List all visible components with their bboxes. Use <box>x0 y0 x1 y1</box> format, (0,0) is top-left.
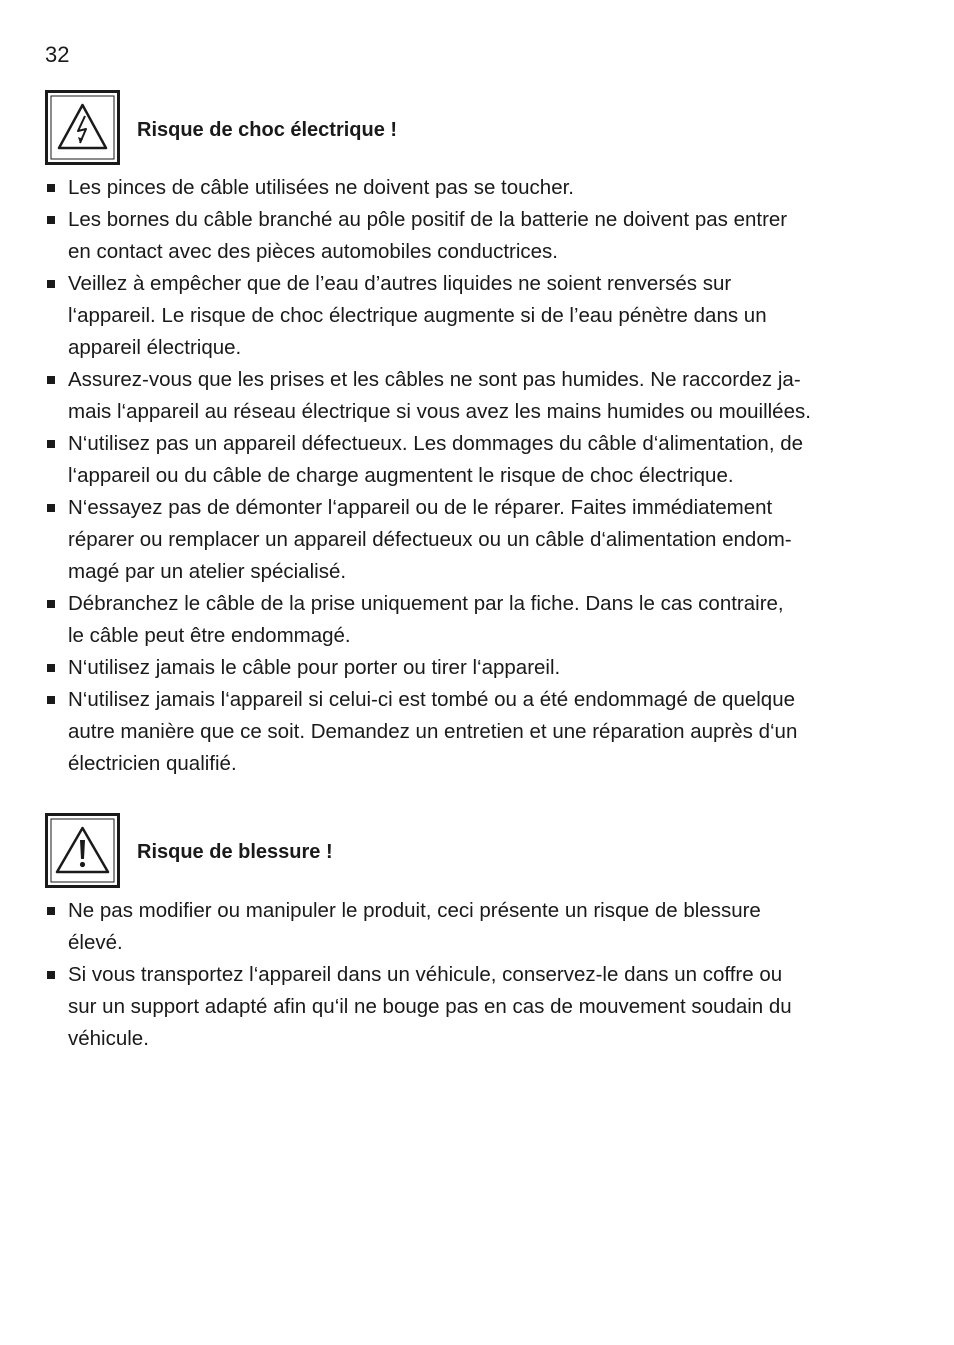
list-item-line: N‘utilisez pas un appareil défectueux. Les dommages du câble d‘alimentation, de <box>68 432 804 455</box>
list-item-line: Débranchez le câble de la prise uniquement par la fiche. Dans le cas contraire, <box>68 592 784 615</box>
list-item <box>0 895 900 959</box>
list-item <box>0 204 900 268</box>
list-item <box>0 268 900 364</box>
list-item <box>0 588 900 652</box>
list-item <box>0 492 900 588</box>
bullet-marker <box>47 664 55 672</box>
bullet-marker <box>47 184 55 192</box>
list-item-line: magé par un atelier spécialisé. <box>68 560 347 583</box>
list-item-line: N‘utilisez jamais le câble pour porter ou tirer l‘appareil. <box>68 656 561 679</box>
list-item-line: en contact avec des pièces automobiles conductrices. <box>68 240 558 263</box>
list-item-line: Assurez-vous que les prises et les câbles ne sont pas humides. Ne raccordez ja- <box>68 368 801 391</box>
page-number: 32 <box>45 42 70 67</box>
electric-shock-warning-icon <box>45 90 120 165</box>
list-item-line: N‘essayez pas de démonter l‘appareil ou de le réparer. Faites immédiatement <box>68 496 773 519</box>
list-item-line: sur un support adapté afin qu‘il ne bouge pas en cas de mouvement soudain du <box>68 995 792 1018</box>
list-item-line: électricien qualifié. <box>68 752 237 775</box>
list-item-line: appareil électrique. <box>68 336 242 359</box>
electric-shock-bullet-list <box>0 172 900 780</box>
list-item-line: autre manière que ce soit. Demandez un entretien et une réparation auprès d‘un <box>68 720 798 743</box>
list-item <box>0 364 900 428</box>
list-item-line: véhicule. <box>68 1027 149 1050</box>
list-item-line: élevé. <box>68 931 123 954</box>
general-warning-icon <box>45 813 120 888</box>
list-item <box>0 652 900 684</box>
list-item-line: Veillez à empêcher que de l’eau d’autres liquides ne soient renversés sur <box>68 272 732 295</box>
list-item-line: mais l‘appareil au réseau électrique si vous avez les mains humides ou mouillées. <box>68 400 811 423</box>
list-item <box>0 172 900 204</box>
bullet-marker <box>47 971 55 979</box>
bullet-marker <box>47 376 55 384</box>
section-title-injury: Risque de blessure ! <box>137 841 333 863</box>
list-item-line: le câble peut être endommagé. <box>68 624 351 647</box>
list-item-line: Les pinces de câble utilisées ne doivent pas se toucher. <box>68 176 574 199</box>
bullet-marker <box>47 216 55 224</box>
injury-bullet-list <box>0 895 900 1055</box>
list-item-line: Les bornes du câble branché au pôle positif de la batterie ne doivent pas entrer <box>68 208 788 231</box>
list-item-line: l‘appareil ou du câble de charge augmentent le risque de choc électrique. <box>68 464 734 487</box>
bullet-marker <box>47 280 55 288</box>
bullet-marker <box>47 907 55 915</box>
section-title-electric-shock: Risque de choc électrique ! <box>137 119 398 141</box>
list-item-line: réparer ou remplacer un appareil défectueux ou un câble d‘alimentation endom- <box>68 528 792 551</box>
list-item <box>0 684 900 780</box>
list-item-line: N‘utilisez jamais l‘appareil si celui-ci est tombé ou a été endommagé de quelque <box>68 688 795 711</box>
bullet-marker <box>47 440 55 448</box>
list-item-line: Ne pas modifier ou manipuler le produit, ceci présente un risque de blessure <box>68 899 761 922</box>
list-item <box>0 959 900 1055</box>
list-item-line: l‘appareil. Le risque de choc électrique augmente si de l’eau pénètre dans un <box>68 304 767 327</box>
list-item-line: Si vous transportez l‘appareil dans un véhicule, conservez-le dans un coffre ou <box>68 963 783 986</box>
list-item <box>0 428 900 492</box>
bullet-marker <box>47 600 55 608</box>
bullet-marker <box>47 504 55 512</box>
bullet-marker <box>47 696 55 704</box>
